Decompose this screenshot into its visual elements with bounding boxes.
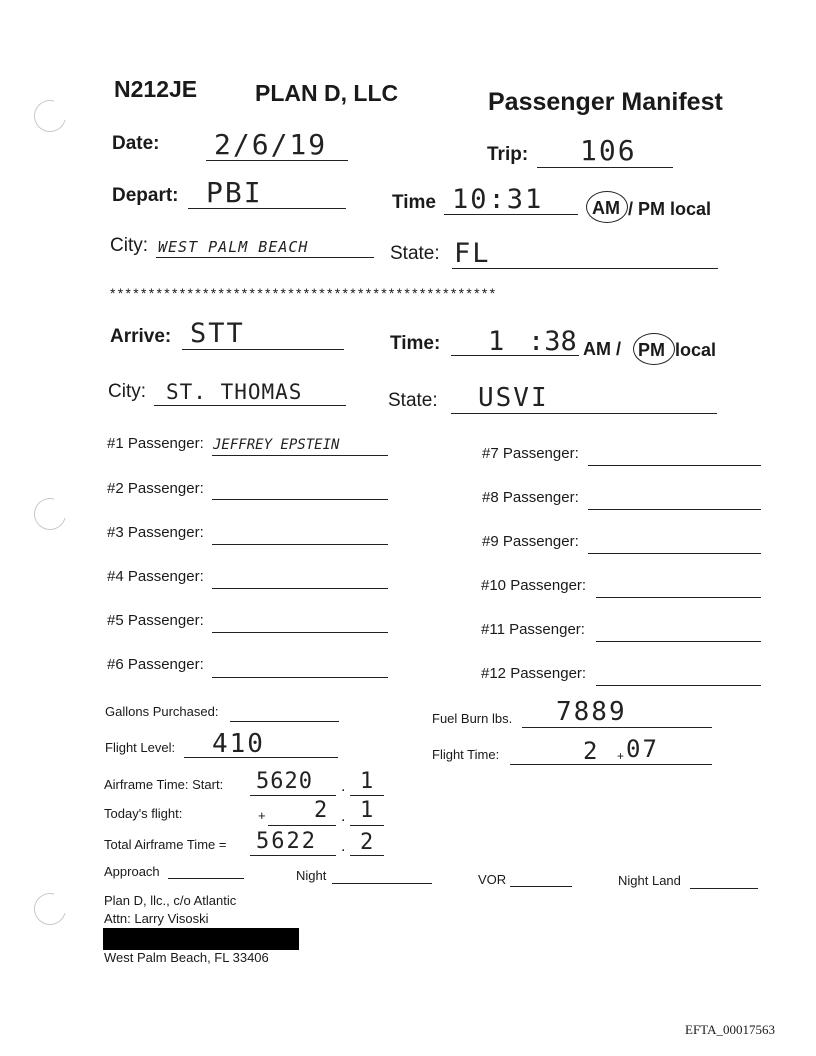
passenger-6-label: #6 Passenger: [107, 656, 204, 673]
passenger-10-label: #10 Passenger: [481, 577, 587, 594]
passenger-10-line [596, 597, 761, 598]
depart-am-label: AM [592, 198, 620, 218]
passenger-5-label: #5 Passenger: [107, 612, 204, 629]
passenger-11-line [596, 641, 761, 642]
flight-time-hours: 2 [583, 737, 600, 765]
date-value: 2/6/19 [214, 128, 328, 161]
passenger-2-label: #2 Passenger: [107, 480, 204, 497]
todays-flight-dec: 1 [360, 798, 376, 823]
airframe-start-dec-line [350, 795, 384, 796]
trip-label: Trip: [487, 144, 529, 165]
passenger-4-line [212, 588, 388, 589]
gallons-label: Gallons Purchased: [105, 704, 219, 719]
vor-line [510, 886, 572, 887]
airframe-start-dec: 1 [360, 769, 376, 794]
arrive-local-label: local [675, 340, 717, 360]
flight-level-label: Flight Level: [105, 740, 176, 755]
approach-label: Approach [104, 864, 160, 879]
date-label: Date: [112, 133, 160, 154]
arrive-time-minutes: :38 [528, 326, 577, 357]
total-airframe-whole-line [250, 855, 336, 856]
todays-flight-plus: + [258, 808, 266, 823]
todays-flight-label: Today's flight: [104, 806, 183, 821]
passenger-2-line [212, 499, 388, 500]
total-airframe-whole: 5622 [256, 829, 317, 854]
todays-flight-whole: 2 [314, 798, 330, 823]
flight-time-plus: + [617, 749, 625, 763]
arrive-time-label: Time: [390, 333, 441, 354]
arrive-am-label: AM / [583, 339, 621, 359]
page-title: Passenger Manifest [488, 88, 723, 116]
passenger-12-line [596, 685, 761, 686]
passenger-6-line [212, 677, 388, 678]
binder-hole-top [28, 94, 72, 138]
arrive-city-value: ST. THOMAS [166, 380, 303, 404]
gallons-line [230, 721, 339, 722]
vor-label: VOR [478, 872, 507, 887]
passenger-3-label: #3 Passenger: [107, 524, 204, 541]
passenger-1-name: JEFFREY EPSTEIN [213, 437, 340, 453]
depart-city-line [156, 257, 374, 258]
arrive-value: STT [190, 318, 245, 349]
todays-flight-dot: . [341, 808, 346, 825]
passenger-4-label: #4 Passenger: [107, 568, 204, 585]
passenger-8-line [588, 509, 761, 510]
passenger-3-line [212, 544, 388, 545]
binder-hole-middle [28, 492, 72, 536]
airframe-start-whole: 5620 [256, 769, 313, 794]
redaction-bar [103, 928, 299, 950]
passenger-8-label: #8 Passenger: [482, 489, 579, 506]
depart-state-label: State: [390, 243, 440, 264]
document-id: EFTA_00017563 [685, 1022, 775, 1037]
arrive-line [182, 349, 344, 350]
passenger-1-line [212, 455, 388, 456]
depart-state-line [452, 268, 718, 269]
approach-line [168, 878, 244, 879]
fuel-burn-value: 7889 [556, 697, 627, 727]
arrive-city-line [154, 405, 346, 406]
address-line-2: Attn: Larry Visoski [104, 911, 209, 926]
flight-time-line [510, 764, 712, 765]
arrive-label: Arrive: [110, 326, 172, 347]
depart-pm-local-label: / PM local [628, 199, 712, 219]
night-land-label: Night Land [618, 873, 681, 888]
passenger-9-line [588, 553, 761, 554]
depart-city-label: City: [110, 235, 148, 256]
total-airframe-dec: 2 [360, 830, 376, 855]
passenger-11-label: #11 Passenger: [481, 621, 585, 638]
arrive-time-hour: 1 [488, 326, 507, 357]
depart-state-value: FL [454, 238, 491, 269]
passenger-12-label: #12 Passenger: [481, 665, 587, 682]
depart-time-value: 10:31 [452, 184, 544, 215]
night-land-line [690, 888, 758, 889]
flight-time-label: Flight Time: [432, 747, 500, 762]
separator-asterisks: ************************************************** [110, 285, 498, 301]
todays-flight-whole-line [268, 825, 336, 826]
airframe-start-whole-line [250, 795, 336, 796]
depart-label: Depart: [112, 185, 179, 206]
flight-level-value: 410 [212, 729, 265, 759]
trip-line [537, 167, 673, 168]
passenger-7-label: #7 Passenger: [482, 445, 579, 462]
address-line-1: Plan D, llc., c/o Atlantic [104, 893, 237, 908]
depart-value: PBI [206, 176, 263, 209]
airframe-start-label: Airframe Time: Start: [104, 777, 224, 792]
night-line [332, 883, 432, 884]
fuel-burn-label: Fuel Burn lbs. [432, 711, 513, 726]
address-line-4: West Palm Beach, FL 33406 [104, 950, 269, 965]
trip-value: 106 [580, 134, 637, 167]
todays-flight-dec-line [350, 825, 384, 826]
total-airframe-dot: . [341, 838, 346, 855]
passenger-5-line [212, 632, 388, 633]
night-label: Night [296, 868, 327, 883]
arrive-pm-label: PM [638, 340, 665, 360]
arrive-city-label: City: [108, 381, 146, 402]
passenger-7-line [588, 465, 761, 466]
arrive-state-value: USVI [478, 383, 549, 413]
airframe-start-dot: . [341, 778, 346, 795]
tail-number: N212JE [114, 76, 198, 102]
binder-hole-bottom [28, 887, 72, 931]
passenger-1-label: #1 Passenger: [107, 435, 204, 452]
fuel-burn-line [522, 727, 712, 728]
total-airframe-dec-line [350, 855, 384, 856]
flight-time-minutes: 07 [626, 735, 659, 763]
total-airframe-label: Total Airframe Time = [104, 837, 227, 852]
depart-time-label: Time [392, 192, 437, 213]
passenger-9-label: #9 Passenger: [482, 533, 579, 550]
arrive-state-line [451, 413, 717, 414]
company-name: PLAN D, LLC [255, 80, 399, 106]
depart-city-value: WEST PALM BEACH [158, 238, 309, 256]
arrive-state-label: State: [388, 390, 438, 411]
